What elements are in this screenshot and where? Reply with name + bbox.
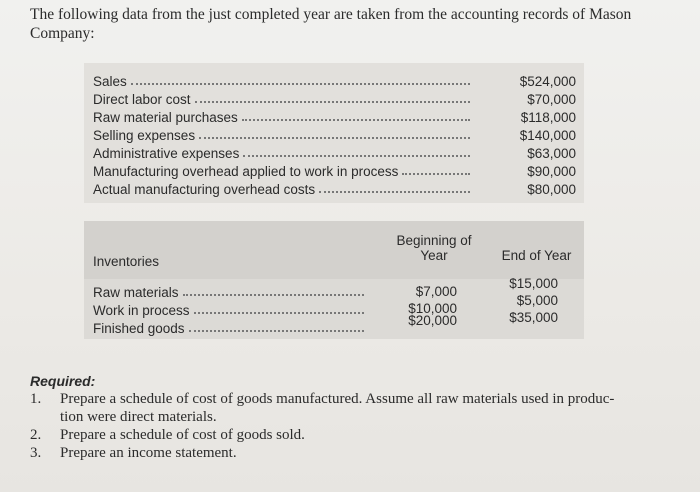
account-value: $90,000 (527, 163, 576, 179)
column-header-beginning (386, 233, 482, 263)
leader-dots (194, 311, 364, 314)
leader-dots (183, 293, 364, 296)
leader-dots (402, 172, 470, 175)
required-section (30, 372, 670, 462)
required-title: Required: (30, 373, 96, 389)
account-value: $63,000 (527, 145, 576, 161)
inventory-end-value: $5,000 (516, 293, 558, 308)
account-data-table (84, 63, 584, 203)
inventory-end-value: $35,000 (509, 310, 558, 325)
account-row (93, 162, 576, 180)
required-item-number: 1. (30, 391, 42, 407)
column-header-beginning-line-1: Beginning of (396, 233, 472, 248)
account-value: $140,000 (519, 127, 576, 143)
account-row (93, 90, 576, 108)
inventory-begin-value: $20,000 (408, 313, 457, 328)
account-row (93, 108, 576, 126)
leader-dots (243, 154, 470, 157)
account-row (93, 72, 576, 90)
account-row (93, 180, 576, 198)
account-value: $80,000 (527, 181, 576, 197)
inventory-label: Finished goods (93, 320, 185, 336)
account-label: Selling expenses (93, 127, 196, 143)
inventory-row (93, 319, 368, 337)
required-item (30, 444, 670, 462)
inventories-table (84, 221, 584, 339)
required-item-text-cont: tion were direct materials. (60, 409, 217, 425)
intro-paragraph (30, 5, 650, 43)
leader-dots (199, 136, 470, 139)
required-item-number: 3. (30, 445, 42, 461)
intro-line-1: The following data from the just completed year are taken from the accounting records of Mason (30, 6, 632, 23)
inventories-heading: Inventories (93, 254, 160, 269)
required-item-text: Prepare an income statement. (60, 445, 237, 461)
leader-dots (189, 329, 364, 332)
account-label: Manufacturing overhead applied to work in process (93, 163, 399, 179)
inventory-row (93, 283, 368, 301)
account-value: $118,000 (520, 109, 576, 125)
account-row (93, 126, 576, 144)
leader-dots (195, 100, 470, 103)
required-item-number: 2. (30, 427, 42, 443)
inventory-begin-value: $10,000 (408, 301, 457, 316)
inventory-end-value: $15,000 (509, 276, 558, 291)
required-item (30, 390, 670, 426)
inventory-row (93, 301, 368, 319)
account-value: $524,000 (519, 73, 576, 89)
account-label: Raw material purchases (93, 109, 238, 125)
required-item-text: Prepare a schedule of cost of goods sold. (60, 427, 305, 443)
account-label: Actual manufacturing overhead costs (93, 181, 316, 197)
account-label: Direct labor cost (93, 91, 191, 107)
leader-dots (242, 118, 470, 121)
inventory-label: Work in process (93, 302, 190, 318)
inventory-label: Raw materials (93, 284, 179, 300)
column-header-end: End of Year (501, 248, 572, 263)
column-header-beginning-line-2: Year (420, 248, 448, 263)
intro-line-2: Company: (30, 25, 95, 42)
required-item (30, 426, 670, 444)
leader-dots (131, 82, 470, 85)
account-label: Sales (93, 73, 127, 89)
account-value: $70,000 (527, 91, 576, 107)
leader-dots (319, 190, 470, 193)
account-row (93, 144, 576, 162)
inventory-begin-value: $7,000 (415, 284, 457, 299)
required-item-text: Prepare a schedule of cost of goods manufactured. Assume all raw materials used in produc- (60, 391, 615, 407)
account-label: Administrative expenses (93, 145, 240, 161)
